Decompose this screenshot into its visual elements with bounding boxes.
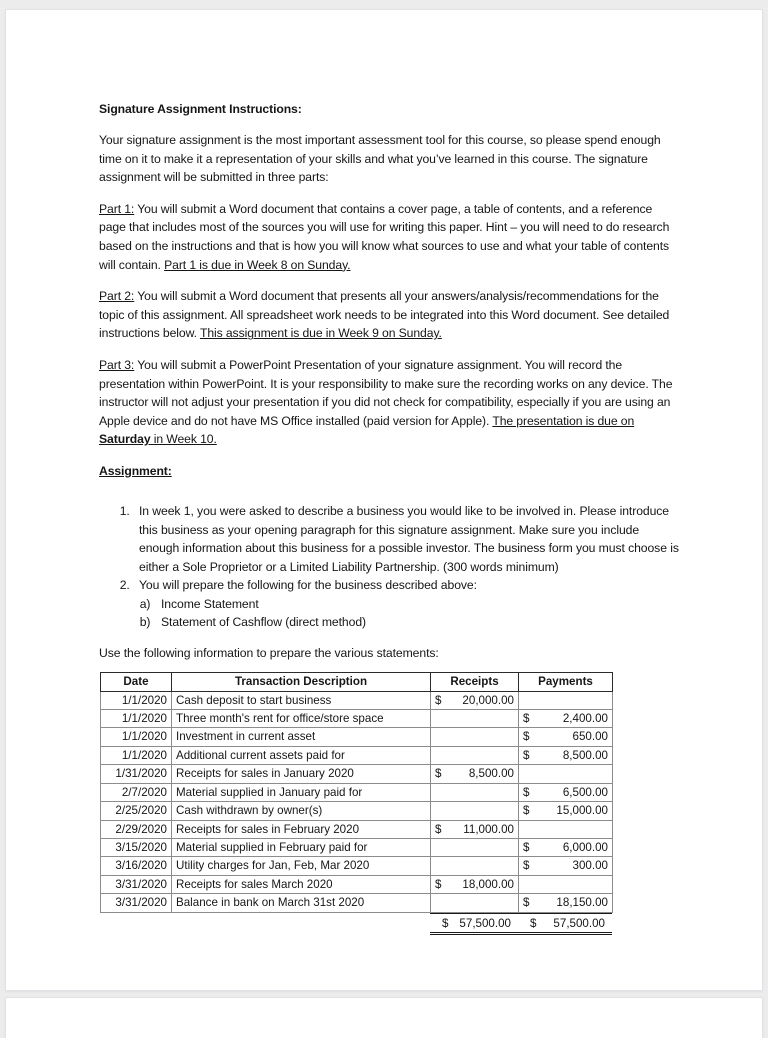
- table-row: [101, 783, 613, 801]
- table-row: [101, 691, 613, 709]
- cell-description: Cash withdrawn by owner(s): [172, 802, 431, 820]
- table-row: [101, 728, 613, 746]
- cell-payments: [519, 857, 613, 875]
- totals-payments-value: 57,500.00: [553, 916, 605, 930]
- column-header-payments: Payments: [519, 672, 613, 691]
- list-item: a. Income Statement: [157, 595, 679, 614]
- cell-receipts: [431, 765, 519, 783]
- part-3-due-suffix: in Week 10.: [150, 432, 217, 447]
- cell-date: 2/29/2020: [101, 820, 172, 838]
- cell-description: Cash deposit to start business: [172, 691, 431, 709]
- table-row: [101, 765, 613, 783]
- cell-payments: [519, 820, 613, 838]
- part-3-paragraph: [99, 356, 679, 449]
- cell-description: Investment in current asset: [172, 728, 431, 746]
- cell-receipts: [431, 894, 519, 912]
- cell-receipts-symbol: $: [435, 693, 442, 707]
- cell-receipts: [431, 820, 519, 838]
- cell-payments-value: 18,150.00: [556, 896, 608, 910]
- document-page-1: [6, 10, 762, 990]
- cell-date: 1/1/2020: [101, 691, 172, 709]
- transactions-table: [100, 672, 613, 913]
- cell-receipts-symbol: $: [435, 767, 442, 781]
- cell-date: 2/25/2020: [101, 802, 172, 820]
- part-3-due-day: Saturday: [99, 432, 151, 447]
- cell-receipts-value: 11,000.00: [463, 822, 514, 836]
- cell-date: 3/16/2020: [101, 857, 172, 875]
- table-row: [101, 710, 613, 728]
- totals-receipts-symbol: $: [442, 916, 449, 930]
- part-2-label: Part 2:: [99, 289, 135, 304]
- assignment-sublist: [139, 595, 679, 632]
- list-item: 1. In week 1, you were asked to describe a business you would like to be involved in. Please introduce this business as your opening paragraph for this signature assignment. Make sure you include enough information about this business for a possible investor. The business form you must choose is either a Sole Proprietor or a Limited Liability Partnership. (300 words minimum): [133, 502, 679, 576]
- cell-payments-value: 6,500.00: [562, 785, 608, 799]
- table-row: [101, 838, 613, 856]
- cell-date: 1/1/2020: [101, 746, 172, 764]
- table-header-row: [101, 672, 613, 691]
- cell-receipts-value: 20,000.00: [462, 693, 514, 707]
- cell-receipts: [431, 691, 519, 709]
- cell-receipts: [431, 875, 519, 893]
- part-1-due: Part 1 is due in Week 8 on Sunday.: [164, 257, 351, 272]
- cell-payments: [519, 894, 613, 912]
- cell-payments-symbol: $: [523, 730, 530, 744]
- cell-payments-symbol: $: [523, 748, 530, 762]
- cell-payments: [519, 783, 613, 801]
- totals-receipts: [430, 913, 518, 935]
- cell-date: 3/31/2020: [101, 894, 172, 912]
- assignment-heading: Assignment:: [99, 463, 172, 478]
- part-3-label: Part 3:: [99, 357, 135, 372]
- cell-receipts: [431, 710, 519, 728]
- cell-description: Receipts for sales in February 2020: [172, 820, 431, 838]
- table-row: [101, 875, 613, 893]
- list-item: [133, 576, 679, 632]
- cell-payments: [519, 728, 613, 746]
- cell-payments-value: 8,500.00: [562, 748, 608, 762]
- table-row: [101, 894, 613, 912]
- totals-payments-symbol: $: [530, 916, 537, 930]
- totals-receipts-value: 57,500.00: [459, 916, 511, 930]
- page-title: Signature Assignment Instructions:: [99, 102, 302, 116]
- cell-description: Additional current assets paid for: [172, 746, 431, 764]
- cell-payments-symbol: $: [523, 785, 530, 799]
- totals-payments: [518, 913, 612, 935]
- part-2-paragraph: [99, 287, 679, 343]
- cell-receipts: [431, 838, 519, 856]
- cell-payments: [519, 765, 613, 783]
- part-1-label: Part 1:: [99, 201, 135, 216]
- cell-payments-symbol: $: [523, 840, 530, 854]
- cell-payments: [519, 746, 613, 764]
- cell-payments-value: 2,400.00: [562, 712, 608, 726]
- table-row: [101, 820, 613, 838]
- totals-spacer: [100, 913, 430, 935]
- cell-payments-value: 650.00: [572, 730, 608, 744]
- table-row: [101, 857, 613, 875]
- cell-date: 2/7/2020: [101, 783, 172, 801]
- cell-date: 3/31/2020: [101, 875, 172, 893]
- cell-receipts: [431, 783, 519, 801]
- cell-date: 1/31/2020: [101, 765, 172, 783]
- document-page-stack: [0, 10, 768, 1038]
- cell-description: Receipts for sales in January 2020: [172, 765, 431, 783]
- table-row: [101, 802, 613, 820]
- intro-paragraph: Your signature assignment is the most important assessment tool for this course, so please spend enough time on it to make it a representation of your skills and what you’ve learned in this course. The signature assignment will be submitted in three parts:: [99, 133, 661, 185]
- column-header-date: Date: [101, 672, 172, 691]
- cell-payments: [519, 710, 613, 728]
- part-3-body: You will submit a PowerPoint Presentation of your signature assignment. You will record the presentation within PowerPoint. It is your responsibility to make sure the recording works on any device. The instructor will not adjust your presentation if you did not check for compatibility, especially if you are using an Apple device and do not have MS Office installed (paid version for Apple).: [99, 357, 673, 428]
- cell-description: Material supplied in January paid for: [172, 783, 431, 801]
- cell-date: 3/15/2020: [101, 838, 172, 856]
- cell-payments: [519, 802, 613, 820]
- list-item-label: You will prepare the following for the business described above:: [139, 578, 477, 593]
- cell-description: Material supplied in February paid for: [172, 838, 431, 856]
- cell-payments-symbol: $: [523, 804, 530, 818]
- cell-payments: [519, 838, 613, 856]
- cell-payments: [519, 875, 613, 893]
- cell-receipts-value: 18,000.00: [462, 877, 514, 891]
- table-totals-row: [100, 913, 612, 935]
- cell-date: 1/1/2020: [101, 710, 172, 728]
- cell-description: Three month's rent for office/store space: [172, 710, 431, 728]
- assignment-list: [99, 502, 679, 632]
- cell-receipts: [431, 746, 519, 764]
- list-item: b. Statement of Cashflow (direct method): [157, 613, 679, 632]
- part-3-due-prefix: The presentation is due on: [492, 413, 635, 428]
- document-body: [99, 100, 679, 935]
- cell-receipts-symbol: $: [435, 822, 442, 836]
- cell-payments-symbol: $: [523, 712, 530, 726]
- column-header-description: Transaction Description: [172, 672, 431, 691]
- cell-payments-value: 6,000.00: [562, 840, 608, 854]
- cell-date: 1/1/2020: [101, 728, 172, 746]
- part-2-due: This assignment is due in Week 9 on Sunday.: [199, 326, 442, 341]
- part-2-body: You will submit a Word document that presents all your answers/analysis/recommendations for the topic of this assignment. All spreadsheet work needs to be integrated into this Word document. See detailed instructions below.: [99, 289, 670, 341]
- table-lead-in: Use the following information to prepare the various statements:: [99, 646, 439, 661]
- cell-description: Balance in bank on March 31st 2020: [172, 894, 431, 912]
- cell-receipts-symbol: $: [435, 877, 442, 891]
- cell-receipts-value: 8,500.00: [468, 767, 514, 781]
- cell-payments: [519, 691, 613, 709]
- cell-payments-value: 15,000.00: [556, 804, 608, 818]
- part-1-paragraph: [99, 200, 679, 274]
- cell-payments-symbol: $: [523, 859, 530, 873]
- part-1-body: You will submit a Word document that contains a cover page, a table of contents, and a reference page that includes most of the sources you will use for writing this paper. Hint – you will need to do research based on the instructions and that is how you will know what sources to use and what your table of contents will contain.: [99, 201, 670, 272]
- cell-receipts: [431, 802, 519, 820]
- table-row: [101, 746, 613, 764]
- cell-receipts: [431, 728, 519, 746]
- cell-payments-symbol: $: [523, 896, 530, 910]
- table-body: [101, 691, 613, 912]
- document-page-2: [6, 998, 762, 1038]
- assignment-heading-wrap: [99, 462, 679, 492]
- cell-description: Receipts for sales March 2020: [172, 875, 431, 893]
- cell-receipts: [431, 857, 519, 875]
- table-header: [101, 672, 613, 691]
- cell-payments-value: 300.00: [572, 859, 608, 873]
- column-header-receipts: Receipts: [431, 672, 519, 691]
- cell-description: Utility charges for Jan, Feb, Mar 2020: [172, 857, 431, 875]
